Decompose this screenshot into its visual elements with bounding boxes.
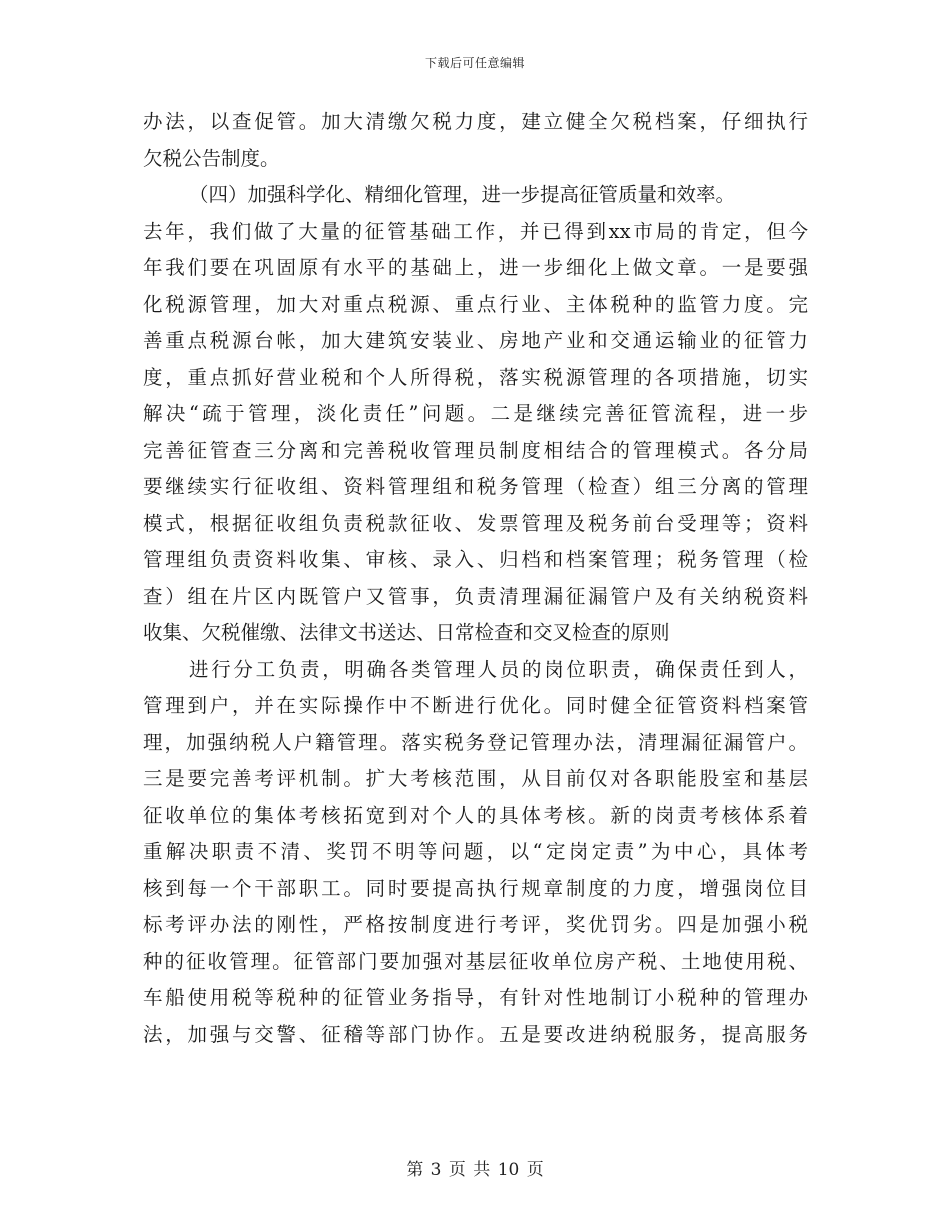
document-body: [143, 104, 808, 1053]
text-line: 核到每一个干部职工。同时要提高执行规章制度的力度，增强岗位目: [143, 876, 808, 900]
text-line: 标考评办法的刚性，严格按制度进行考评，奖优罚劣。四是加强小税: [143, 913, 808, 936]
text-line: 完善征管查三分离和完善税收管理员制度相结合的管理模式。各分局: [143, 438, 808, 462]
text-line: 征收单位的集体考核拓宽到对个人的具体考核。新的岗责考核体系着: [143, 803, 808, 827]
text-line: 度，重点抓好营业税和个人所得税，落实税源管理的各项措施，切实: [143, 365, 808, 389]
page-header: 下载后可任意编辑: [424, 56, 525, 70]
text-line: 模式，根据征收组负责税款征收、发票管理及税务前台受理等；资料: [143, 511, 808, 535]
page-number-footer: 第 3 页 共 10 页: [406, 1160, 544, 1180]
text-line: 年我们要在巩固原有水平的基础上，进一步细化上做文章。一是要强: [143, 256, 808, 279]
text-line: 种的征收管理。征管部门要加强对基层征收单位房产税、土地使用税、: [143, 949, 808, 973]
text-line: 理，加强纳税人户籍管理。落实税务登记管理办法，清理漏征漏管户。: [143, 730, 808, 754]
text-line: 要继续实行征收组、资料管理组和税务管理（检查）组三分离的管理: [143, 475, 808, 498]
text-line: 查）组在片区内既管户又管事，负责清理漏征漏管户及有关纳税资料: [143, 584, 808, 608]
paragraph-heading-line: （四）加强科学化、精细化管理，进一步提高征管质量和效率。: [189, 183, 736, 206]
text-line: 化税源管理，加大对重点税源、重点行业、主体税种的监管力度。完: [143, 292, 808, 316]
text-line: 管理到户，并在实际操作中不断进行优化。同时健全征管资料档案管: [143, 694, 808, 717]
text-line: 管理组负责资料收集、审核、录入、归档和档案管理；税务管理（检: [143, 548, 808, 571]
text-line: 解决“疏于管理，淡化责任”问题。二是继续完善征管流程，进一步: [143, 402, 808, 425]
text-line: 欠税公告制度。: [143, 146, 280, 170]
text-line: 办法，以查促管。加大清缴欠税力度，建立健全欠税档案，仔细执行: [143, 110, 808, 133]
text-line: 重解决职责不清、奖罚不明等问题，以“定岗定责”为中心，具体考: [143, 840, 808, 863]
text-line: 收集、欠税催缴、法律文书送达、日常检查和交叉检查的原则: [143, 621, 670, 644]
paragraph-first-line: 进行分工负责，明确各类管理人员的岗位职责，确保责任到人，: [189, 657, 808, 681]
text-line: 去年，我们做了大量的征管基础工作，并已得到xx市局的肯定，但今: [143, 219, 808, 243]
text-line: 善重点税源台帐，加大建筑安装业、房地产业和交通运输业的征管力: [143, 329, 808, 352]
text-line: 车船使用税等税种的征管业务指导，有针对性地制订小税种的管理办: [143, 986, 808, 1009]
text-line: 法，加强与交警、征稽等部门协作。五是要改进纳税服务，提高服务: [143, 1022, 808, 1046]
text-line: 三是要完善考评机制。扩大考核范围，从目前仅对各职能股室和基层: [143, 767, 808, 790]
